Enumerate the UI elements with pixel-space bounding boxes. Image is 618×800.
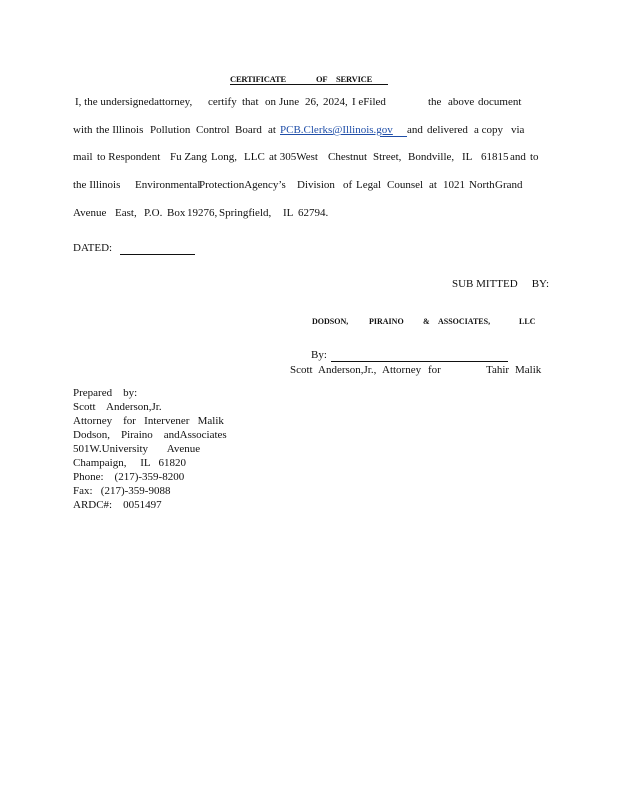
prepared-line: Scott Anderson,Jr. xyxy=(73,401,162,413)
firm-name-word: & xyxy=(423,317,430,326)
body-text: East, xyxy=(115,207,137,219)
body-text: Springfield, xyxy=(219,207,272,219)
body-text: Long, xyxy=(211,151,237,163)
firm-name-word: LLC xyxy=(519,317,536,326)
certificate-title xyxy=(230,74,388,84)
body-text: at 305West xyxy=(269,151,318,163)
signer-word: Scott xyxy=(290,364,313,376)
body-text: Chestnut xyxy=(328,151,368,163)
dated-label: DATED: xyxy=(73,242,113,254)
body-text: Bondville, xyxy=(408,151,455,163)
body-text: to xyxy=(530,151,539,163)
body-text: 62794. xyxy=(298,207,329,219)
body-text: to Respondent xyxy=(97,151,161,163)
prepared-line: 501W.University Avenue xyxy=(73,443,201,455)
body-text: IL xyxy=(462,151,473,163)
body-text: via xyxy=(511,124,525,136)
signer-word: Anderson,Jr., xyxy=(318,364,377,376)
body-text: of xyxy=(343,179,353,191)
body-text: mail xyxy=(73,151,93,163)
body-text: the Illinois xyxy=(73,179,121,191)
body-text: document xyxy=(478,96,522,108)
body-text: delivered xyxy=(427,124,468,136)
signer-word: for xyxy=(428,364,441,376)
body-text: the Illinois xyxy=(96,124,144,136)
prepared-line: Champaign, IL 61820 xyxy=(73,457,186,469)
signer-word: Malik xyxy=(515,364,542,376)
body-text: 1021 xyxy=(443,179,465,191)
body-text: LLC xyxy=(244,151,265,163)
body-text: with xyxy=(73,124,93,136)
body-text: Avenue xyxy=(73,207,107,219)
body-text: Environmental xyxy=(135,179,201,191)
signer-word: Tahir xyxy=(486,364,510,376)
email-link-underline-gap xyxy=(380,124,407,137)
body-text: North xyxy=(469,179,495,191)
body-text: I eFiled xyxy=(352,96,386,108)
firm-name-word: DODSON, xyxy=(312,317,349,326)
body-text: 26, xyxy=(305,96,319,108)
body-text: Board xyxy=(235,124,262,136)
body-text: Grand xyxy=(495,179,523,191)
body-text: certify xyxy=(208,96,237,108)
body-text: Control xyxy=(196,124,230,136)
prepared-line: Prepared by: xyxy=(73,387,138,399)
body-text: June xyxy=(279,96,300,108)
body-text: Street, xyxy=(373,151,402,163)
signature-line xyxy=(331,361,508,362)
prepared-line: Fax: (217)-359-9088 xyxy=(73,485,171,497)
title-word-service: SERVICE xyxy=(336,74,373,84)
body-text: 2024, xyxy=(323,96,348,108)
body-text: and xyxy=(510,151,526,163)
body-text: Counsel xyxy=(387,179,424,191)
prepared-line: Attorney for Intervener Malik xyxy=(73,415,224,427)
body-text: Box xyxy=(167,207,186,219)
body-text: I, the undersignedattorney, xyxy=(75,96,193,108)
body-text: at xyxy=(268,124,276,136)
dated-signature-line xyxy=(120,254,195,255)
body-text: 19276, xyxy=(187,207,218,219)
body-text: on xyxy=(265,96,276,108)
body-text: that xyxy=(242,96,259,108)
submitted-word: BY: xyxy=(531,278,550,290)
prepared-by-block xyxy=(73,386,227,512)
firm-name-word: ASSOCIATES, xyxy=(438,317,491,326)
title-word-certificate: CERTIFICATE xyxy=(230,74,286,84)
body-text: Legal xyxy=(356,179,382,191)
body-text: P.O. xyxy=(144,207,163,219)
body-text: above xyxy=(448,96,475,108)
body-text: at xyxy=(429,179,437,191)
prepared-line: ARDC#: 0051497 xyxy=(73,499,162,511)
body-text: ProtectionAgency’s xyxy=(199,179,286,191)
body-text: IL xyxy=(283,207,294,219)
prepared-line: Dodson, Piraino andAssociates xyxy=(73,429,227,441)
title-word-of: OF xyxy=(316,74,328,84)
body-text: 61815 xyxy=(481,151,509,163)
submitted-word: SUB MITTED xyxy=(452,278,518,290)
body-text: and xyxy=(407,124,423,136)
signer-word: Attorney xyxy=(382,364,422,376)
body-text: the xyxy=(428,96,442,108)
firm-name-word: PIRAINO xyxy=(369,317,404,326)
prepared-line: Phone: (217)-359-8200 xyxy=(73,471,185,483)
body-text: Division xyxy=(297,179,335,191)
by-label: By: xyxy=(311,349,327,361)
title-underline xyxy=(230,84,388,85)
body-text: Pollution xyxy=(150,124,191,136)
service-email-link[interactable]: PCB.Clerks@Illinois.gov xyxy=(280,124,393,136)
submitted-by-label xyxy=(452,278,549,290)
body-text: a copy xyxy=(474,124,504,136)
body-text: Fu Zang xyxy=(170,151,207,163)
